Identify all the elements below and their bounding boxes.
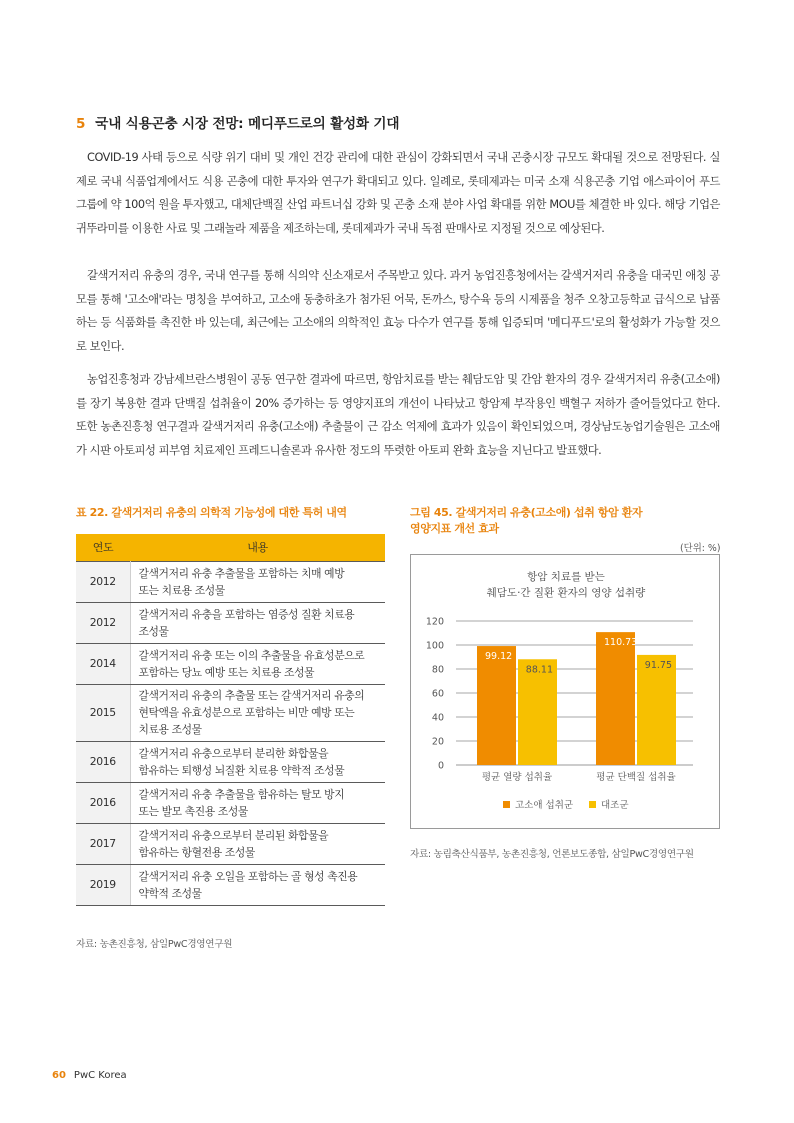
table-cell-content <box>130 864 385 905</box>
table-caption: 표 22. 갈색거저리 유충의 의학적 기능성에 대한 특허 내역 <box>76 506 347 519</box>
table-row <box>76 741 385 782</box>
table-cell-year: 2015 <box>76 684 130 741</box>
bar-value-label: 110.73 <box>604 637 638 649</box>
table-cell-year: 2012 <box>76 561 130 602</box>
table-cell-year: 2017 <box>76 823 130 864</box>
legend-swatch <box>589 801 596 808</box>
table-source: 자료: 농촌진흥청, 삼일PwC경영연구원 <box>76 939 233 950</box>
section-title-text: 국내 식용곤충 시장 전망: 메디푸드로의 활성화 기대 <box>95 116 400 132</box>
y-tick-label: 0 <box>437 760 444 772</box>
figure-caption <box>410 505 710 537</box>
table-row <box>76 602 385 643</box>
bar-gosoae <box>477 646 516 765</box>
table-cell-year: 2016 <box>76 741 130 782</box>
table-row <box>76 864 385 905</box>
figure-source: 자료: 농림축산식품부, 농촌진흥청, 언론보도종합, 삼일PwC경영연구원 <box>410 849 694 860</box>
legend-label: 대조군 <box>601 800 629 811</box>
table-cell-content <box>130 643 385 684</box>
table-cell-line: 치료용 조성물 <box>138 723 202 736</box>
y-tick-label: 80 <box>431 664 444 676</box>
y-tick-label: 60 <box>431 688 444 700</box>
header-year: 연도 <box>76 534 130 561</box>
figure-caption-line1: 그림 45. 갈색거저리 유충(고소애) 섭취 항암 환자 <box>410 506 643 519</box>
table-cell-line: 함유하는 항혈전용 조성물 <box>138 845 255 859</box>
table-cell-line: 갈색거저리 유충 추출물을 포함하는 치매 예방 <box>138 566 345 580</box>
table-row <box>76 643 385 684</box>
table-cell-content <box>130 823 385 864</box>
table-cell-year: 2012 <box>76 602 130 643</box>
table-cell-year: 2019 <box>76 864 130 905</box>
table-cell-content <box>130 561 385 602</box>
footer-brand: PwC Korea <box>73 1070 127 1081</box>
table-row <box>76 823 385 864</box>
table-cell-line: 갈색거저리 유충 또는 이의 추출물을 유효성분으로 <box>138 648 365 662</box>
bar-chart <box>411 555 721 830</box>
table-cell-line: 갈색거저리 유충의 추출물 또는 갈색거저리 유충의 <box>138 689 365 702</box>
bar-value-label: 99.12 <box>485 651 513 663</box>
legend-label: 고소애 섭취군 <box>515 800 574 811</box>
table-cell-line: 조성물 <box>138 624 169 638</box>
patent-table <box>76 534 385 906</box>
section-title <box>76 112 399 132</box>
bar-value-label: 91.75 <box>644 659 672 671</box>
table-cell-line: 갈색거저리 유충 추출물을 함유하는 탈모 방지 <box>138 787 345 801</box>
table-cell-line: 갈색거저리 유충으로부터 분리된 화합물을 <box>138 828 329 842</box>
table-cell-line: 또는 발모 촉진용 조성물 <box>138 804 248 818</box>
chart-title: 항암 치료를 받는 <box>527 571 605 583</box>
y-tick-label: 120 <box>425 616 444 628</box>
chart-subtitle: 췌담도·간 질환 환자의 영양 섭취량 <box>486 587 646 599</box>
section-number: 5 <box>76 116 86 132</box>
table-cell-content <box>130 782 385 823</box>
table-row <box>76 684 385 741</box>
table-body <box>76 561 385 905</box>
table-cell-line: 갈색거저리 유충으로부터 분리한 화합물을 <box>138 746 329 760</box>
table-row <box>76 782 385 823</box>
y-tick-label: 20 <box>431 736 444 748</box>
table-header-row <box>76 534 385 561</box>
y-tick-label: 40 <box>431 712 444 724</box>
page-number: 60 <box>52 1070 66 1081</box>
table-cell-line: 약학적 조성물 <box>138 886 202 900</box>
table-cell-line: 포함하는 당뇨 예방 또는 치료용 조성물 <box>138 665 315 679</box>
page-footer <box>52 1070 127 1081</box>
figure-caption-line2: 영양지표 개선 효과 <box>410 522 499 535</box>
table-cell-line: 갈색거저리 유충 오일을 포함하는 골 형성 촉진용 <box>138 869 358 883</box>
paragraph-2: 갈색거저리 유충의 경우, 국내 연구를 통해 식의약 신소재로서 주목받고 있다. 과거 농업진흥청에서는 갈색거저리 유충을 대국민 애칭 공모를 통해 '고소애'라는 명칭을 부여하고, 고소애 동충하초가 첨가된 어묵, 돈까스, 탕수육 등의 시제품을 청주 오창고등학교 급식으로 납품하는 등 식품화를 촉진한 바 있는데, 최근에는 고소애의 의학적인 효능 다수가 연구를 통해 입증되며 '메디푸드'로의 활성화가 가능할 것으로 보인다. <box>76 269 720 354</box>
legend-swatch <box>503 801 510 808</box>
chart-box <box>410 554 720 829</box>
table-cell-line: 또는 치료용 조성물 <box>138 583 225 597</box>
table-cell-line: 현탁액을 유효성분으로 포함하는 비만 예방 또는 <box>138 706 355 719</box>
x-category-label: 평균 열량 섭취율 <box>481 772 553 783</box>
table-cell-content <box>130 741 385 782</box>
table-cell-year: 2014 <box>76 643 130 684</box>
header-content: 내용 <box>130 534 385 561</box>
table-row <box>76 561 385 602</box>
table-cell-year: 2016 <box>76 782 130 823</box>
table-cell-content <box>130 602 385 643</box>
table-cell-line: 갈색거저리 유충을 포함하는 염증성 질환 치료용 <box>138 607 355 621</box>
bar-value-label: 88.11 <box>525 664 553 676</box>
paragraph-3: 농업진흥청과 강남세브란스병원이 공동 연구한 결과에 따르면, 항암치료를 받는 췌담도암 및 간암 환자의 경우 갈색거저리 유충(고소애)를 장기 복용한 결과 단백질 섭취율이 20% 증가하는 등 영양지표의 개선이 나타났고 항암제 부작용인 백혈구 저하가 줄어들었다고 한다. 또한 농촌진흥청 연구결과 갈색거저리 유충(고소애) 추출물이 근 감소 억제에 효과가 있음이 확인되었으며, 경상남도농업기술원은 고소애가 시판 아토피성 피부염 치료제인 프레드니솔론과 유사한 정도의 뚜렷한 아토피 완화 효능을 지닌다고 발표했다. <box>76 373 720 458</box>
chart-unit: (단위: %) <box>680 543 721 554</box>
paragraph-1: COVID-19 사태 등으로 식량 위기 대비 및 개인 건강 관리에 대한 관심이 강화되면서 국내 곤충시장 규모도 확대될 것으로 전망된다. 실제로 국내 식품업계에서도 식용 곤충에 대한 투자와 연구가 확대되고 있다. 일례로, 롯데제과는 미국 소재 식용곤충 기업 애스파이어 푸드 그룹에 약 100억 원을 투자했고, 대체단백질 산업 파트너십 강화 및 곤충 소재 분야 사업 확대를 위한 MOU를 체결한 바 있다. 해당 기업은 귀뚜라미를 이용한 사료 및 그래놀라 제품을 제조하는데, 롯데제과가 국내 독점 판매사로 지정될 것으로 예상된다. <box>76 151 720 236</box>
table-cell-content <box>130 684 385 741</box>
x-category-label: 평균 단백질 섭취율 <box>596 772 676 783</box>
bar-control <box>637 655 676 765</box>
bar-gosoae <box>596 632 638 765</box>
table-cell-line: 함유하는 퇴행성 뇌질환 치료용 약학적 조성물 <box>138 763 345 777</box>
y-tick-label: 100 <box>425 640 444 652</box>
